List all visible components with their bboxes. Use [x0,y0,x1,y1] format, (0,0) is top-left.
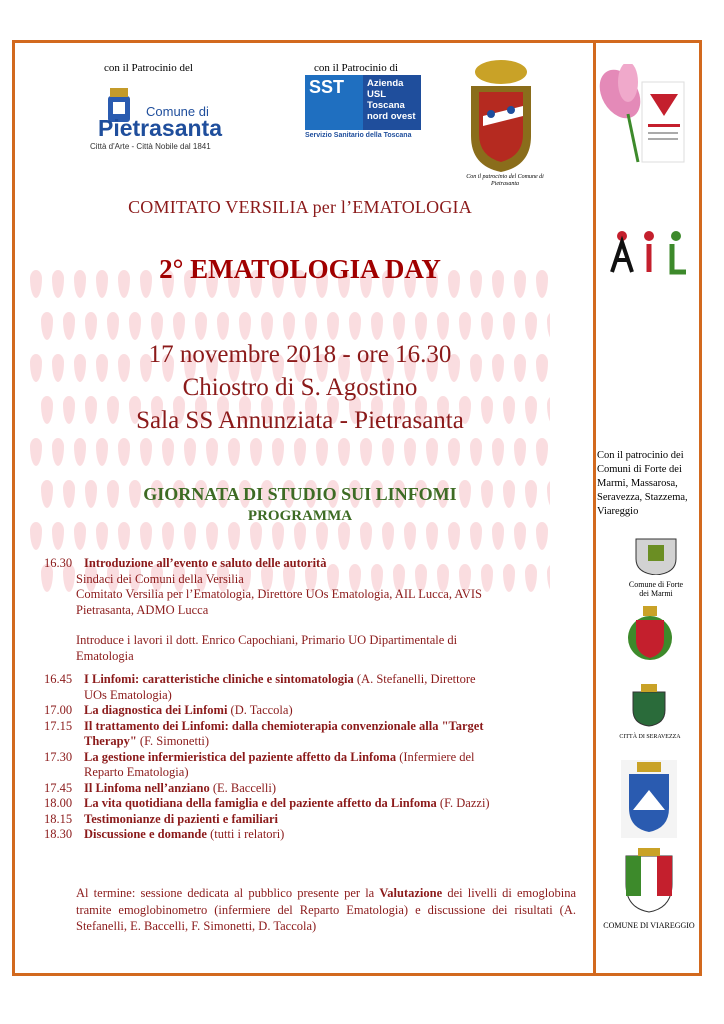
program-item [44,719,564,750]
pietrasanta-label: Pietrasanta [98,115,223,141]
blood-drop [437,312,449,340]
program-speakers-cont: (F. Simonetti) [136,734,210,748]
pietrasanta-crest [465,58,545,188]
usl-line-4: nord ovest [367,111,416,122]
blood-drop [426,438,438,466]
program-speakers-cont: Reparto Ematologia) [84,765,189,779]
comune-pietrasanta-logo [82,82,232,152]
blood-drop [206,438,218,466]
program-time: 17.00 [44,703,73,717]
usl-logo [305,75,420,143]
comune-tagline: Città d'Arte - Città Nobile dal 1841 [90,142,211,151]
program-title: Discussione e domande [84,827,207,841]
program-item [44,812,564,828]
footnote-bold: Valutazione [379,886,443,900]
coat-of-arms-icon [465,58,537,176]
program-title: Testimonianze di pazienti e familiari [84,811,278,826]
blood-drop [371,312,383,340]
crest-forte-dei-marmi [626,535,686,597]
program-items [44,672,564,843]
program-text [84,827,284,843]
ail-logo [606,228,692,276]
program-time: 18.00 [44,796,73,810]
program-item [44,672,564,703]
blood-drop [107,312,119,340]
blood-drop [217,312,229,340]
blood-drop [261,312,273,340]
committee-title: COMITATO VERSILIA per l’EMATOLOGIA [128,197,472,217]
blood-drop [162,438,174,466]
patronage-label-usl: con il Patrocinio di [314,62,399,74]
program-text [84,796,490,812]
blood-drop [239,312,251,340]
usl-line-2: USL [367,89,386,100]
blood-drop [228,438,240,466]
program-title: I Linfomi: caratteristiche cliniche e sintomatologia [84,672,354,686]
blood-drop [360,438,372,466]
blood-drop [96,438,108,466]
study-title: GIORNATA DI STUDIO SUI LINFOMI [143,484,457,504]
blood-drop [184,438,196,466]
blood-drop [30,438,42,466]
crest-caption: Comune di Forte dei Marmi [628,580,684,598]
blood-drop [250,438,262,466]
footnote-pre: Al termine: sessione dedicata al pubblico presente per la [76,886,380,900]
blood-drop [327,312,339,340]
blood-drop [173,312,185,340]
crest-viareggio [602,848,696,932]
program-item [44,703,564,719]
flower-icon [598,64,688,164]
blood-drop [338,438,350,466]
shield-icon [602,848,696,916]
program-title: Il trattamento dei Linfomi: dalla chemioterapia convenzionale alla "Target [84,718,484,733]
blood-drop [195,312,207,340]
blood-drop [305,312,317,340]
program-item [44,750,564,781]
blood-drop [415,312,427,340]
blood-drop [393,312,405,340]
program-text [84,812,278,828]
program-text [84,781,276,797]
crest-massarosa [623,602,677,668]
blood-drop [481,312,493,340]
blood-drop [129,312,141,340]
blood-drop [470,438,482,466]
event-title: 2° EMATOLOGIA DAY [159,254,441,284]
program [44,556,564,843]
blood-drop [349,312,361,340]
crest-caption: COMUNE DI VIAREGGIO [603,921,695,930]
shield-icon [619,684,679,728]
crest-caption: CITTÀ DI SERAVEZZA [619,734,681,740]
event-date: 17 novembre 2018 - ore 16.30 [148,341,452,368]
blood-drop [503,312,515,340]
blood-drop [283,312,295,340]
blood-drop [525,312,537,340]
program-title: La diagnostica dei Linfomi [84,703,228,717]
patronage-label-pietrasanta: con il Patrocinio del [104,62,193,74]
program-text [84,750,475,781]
introduce-line: Introduce i lavori il dott. Enrico Capochiani, Primario UO Dipartimentale di [76,633,458,647]
program-item [44,796,564,812]
program-speakers: (A. Stefanelli, Direttore [353,672,476,686]
program-text [84,719,484,750]
program-speakers: (tutti i relatori) [206,827,285,841]
blood-drop [294,438,306,466]
program-speakers-cont: UOs Ematologia) [84,687,172,702]
sidebar-patronage: Con il patrocinio dei Comuni di Forte dei Marmi, Massarosa, Seravezza, Stazzema, Viareggio [597,450,688,517]
program-title-cont: Therapy" [84,734,137,748]
usl-line-3: Toscana [367,100,405,111]
event-when [0,338,600,437]
blood-drop [63,312,75,340]
shield-icon [621,760,677,838]
program-title: Introduzione all’evento e saluto delle autorità [84,556,327,570]
blood-drop [316,438,328,466]
blood-drop [272,438,284,466]
program-text [84,703,293,719]
blood-drop [492,438,504,466]
program-time: 18.30 [44,827,73,841]
event-room: Sala SS Annunziata - Pietrasanta [136,407,464,434]
study-heading [0,483,600,527]
blood-drop [52,438,64,466]
program-title: La gestione infermieristica del paziente affetto da Linfoma [84,749,397,764]
crest-caption: Con il patrocinio del Comune di Pietrasanta [466,174,544,187]
blood-drop [85,312,97,340]
introduce-line: Ematologia [76,648,134,663]
comune-label: Comune di [146,104,209,119]
ail-figures-icon [606,228,692,276]
program-time: 17.30 [44,749,73,764]
usl-line-1: Azienda [367,78,404,89]
shield-icon [623,602,677,668]
program-time: 17.45 [44,780,73,795]
blood-drop [382,438,394,466]
sidebar-ematologia-logo [598,64,686,164]
shield-icon [632,535,680,575]
program-time: 16.30 [44,556,73,570]
program-time: 16.45 [44,672,73,686]
program-speakers: (F. Dazzi) [436,796,490,810]
event-venue: Chiostro di S. Agostino [182,374,418,401]
blood-drop [41,312,53,340]
program-speakers: (D. Taccola) [227,703,293,717]
intro-line: Comitato Versilia per l’Ematologia, Direttore UOs Ematologia, AIL Lucca, AVIS [76,587,482,601]
sst-caption: Servizio Sanitario della Toscana [305,132,412,139]
program-text [84,672,476,703]
blood-drop [140,438,152,466]
blood-drop [514,438,526,466]
program-speakers: (E. Baccelli) [209,780,277,795]
study-subtitle: PROGRAMMA [247,508,353,524]
blood-drop [118,438,130,466]
footnote-post: dei livelli di emoglobina tramite emoglobinometro (infermiere del Reparto Ematologia) e discussione dei risultati (A. Stefanelli, E. Baccelli, F. Simonetti, D. Taccola) [76,886,576,933]
program-time: 17.15 [44,718,73,733]
program-item [44,827,564,843]
blood-drop [547,312,550,340]
program-item [44,556,564,572]
program-title: Il Linfoma nell’anziano [84,780,210,795]
program-title: La vita quotidiana della famiglia e del paziente affetto da Linfoma [84,796,437,810]
blood-drop [404,438,416,466]
intro-line: Pietrasanta, ADMO Lucca [76,602,209,617]
program-time: 18.15 [44,811,73,826]
program-speakers: (Infermiere del [396,749,475,764]
intro-line: Sindaci dei Comuni della Versilia [76,571,244,586]
crest-stazzema [621,760,677,838]
usl-badge [363,75,421,130]
blood-drop [536,438,548,466]
footnote [76,885,576,935]
sst-logo: SST [305,75,363,130]
program-item [44,781,564,797]
blood-drop [74,438,86,466]
blood-drop [151,312,163,340]
blood-drop [459,312,471,340]
blood-drop [448,438,460,466]
crest-seravezza [619,684,681,746]
